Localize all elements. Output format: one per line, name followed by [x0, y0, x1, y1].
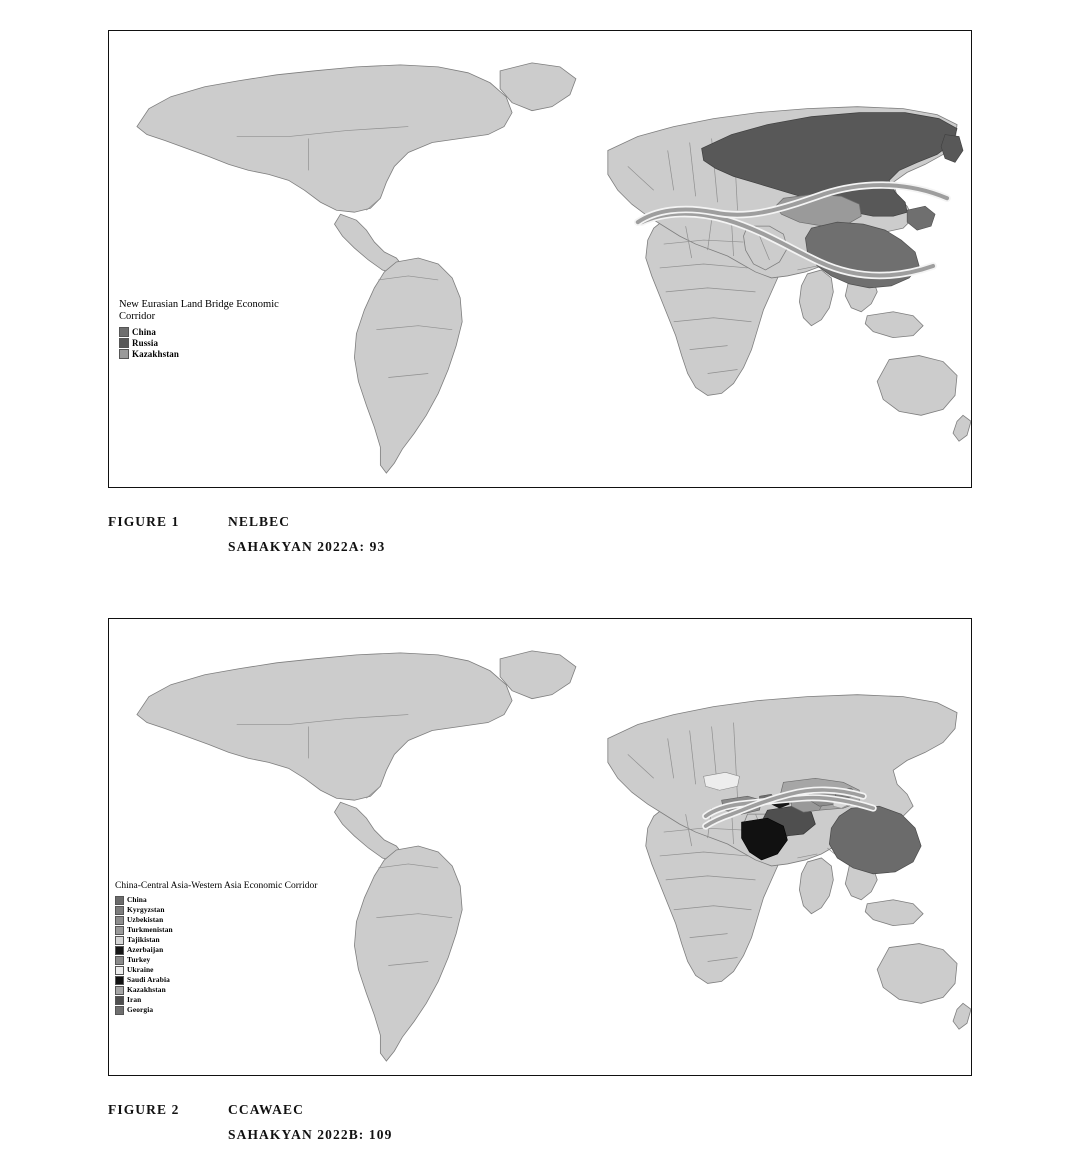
legend-label: Iran [127, 994, 142, 1004]
legend-item [115, 936, 317, 945]
legend-swatch-georgia [115, 1006, 124, 1015]
legend-title: China-Central Asia-Western Asia Economic Corridor [115, 881, 318, 891]
legend-items [115, 896, 317, 1015]
figure-1-legend [119, 299, 309, 359]
legend-swatch-ukraine [115, 966, 124, 975]
legend-swatch-saudi-arabia [115, 976, 124, 985]
legend-items [119, 327, 309, 359]
figure-2-caption-source: SAHAKYAN 2022B: 109 [228, 1127, 393, 1142]
legend-item [115, 896, 317, 905]
legend-label: Kazakhstan [132, 348, 180, 359]
legend-label: Turkey [127, 954, 151, 964]
legend-label: Tajikistan [127, 934, 160, 944]
figure-2 [108, 618, 972, 1143]
figure-2-caption-label: FIGURE 2 [108, 1102, 180, 1117]
figure-2-map [108, 618, 972, 1076]
legend-swatch-uzbekistan [115, 916, 124, 925]
legend-item [115, 926, 317, 935]
legend-label: Kyrgyzstan [127, 904, 165, 914]
legend-title: New Eurasian Land Bridge Economic Corridor [119, 299, 279, 322]
legend-item [115, 906, 317, 915]
legend-item [119, 327, 309, 337]
legend-label: Azerbaijan [127, 944, 164, 954]
legend-item [115, 946, 317, 955]
legend-label: Saudi Arabia [127, 974, 170, 984]
figure-1 [108, 30, 972, 555]
legend-item [119, 338, 309, 348]
legend-swatch-iran [115, 996, 124, 1005]
legend-label: Russia [132, 337, 159, 348]
legend-label: Kazakhstan [127, 984, 166, 994]
legend-swatch-china [115, 896, 124, 905]
legend-item [115, 996, 317, 1005]
figure-1-map [108, 30, 972, 488]
world-map-svg-1 [109, 31, 971, 487]
legend-label: China [127, 894, 147, 904]
legend-swatch-kazakhstan [119, 349, 129, 359]
legend-swatch-azerbaijan [115, 946, 124, 955]
legend-swatch-turkmenistan [115, 926, 124, 935]
figure-1-caption-source: SAHAKYAN 2022A: 93 [228, 539, 386, 554]
figure-2-caption-title: CCAWAEC [228, 1102, 304, 1117]
legend-item [115, 976, 317, 985]
legend-item [115, 966, 317, 975]
legend-item [119, 349, 309, 359]
legend-swatch-turkey [115, 956, 124, 965]
figure-2-caption [108, 1102, 972, 1143]
legend-swatch-kyrgyzstan [115, 906, 124, 915]
figure-1-caption-label: FIGURE 1 [108, 514, 180, 529]
legend-label: China [132, 326, 157, 337]
legend-item [115, 1006, 317, 1015]
figure-2-legend [115, 881, 317, 1015]
legend-item [115, 986, 317, 995]
legend-label: Ukraine [127, 964, 154, 974]
legend-swatch-russia [119, 338, 129, 348]
legend-swatch-tajikistan [115, 936, 124, 945]
legend-swatch-china [119, 327, 129, 337]
legend-swatch-kazakhstan [115, 986, 124, 995]
legend-label: Uzbekistan [127, 914, 164, 924]
figure-1-caption-title: NELBEC [228, 514, 291, 529]
legend-label: Georgia [127, 1004, 154, 1014]
legend-item [115, 916, 317, 925]
legend-label: Turkmenistan [127, 924, 173, 934]
figure-1-caption [108, 514, 972, 555]
legend-item [115, 956, 317, 965]
